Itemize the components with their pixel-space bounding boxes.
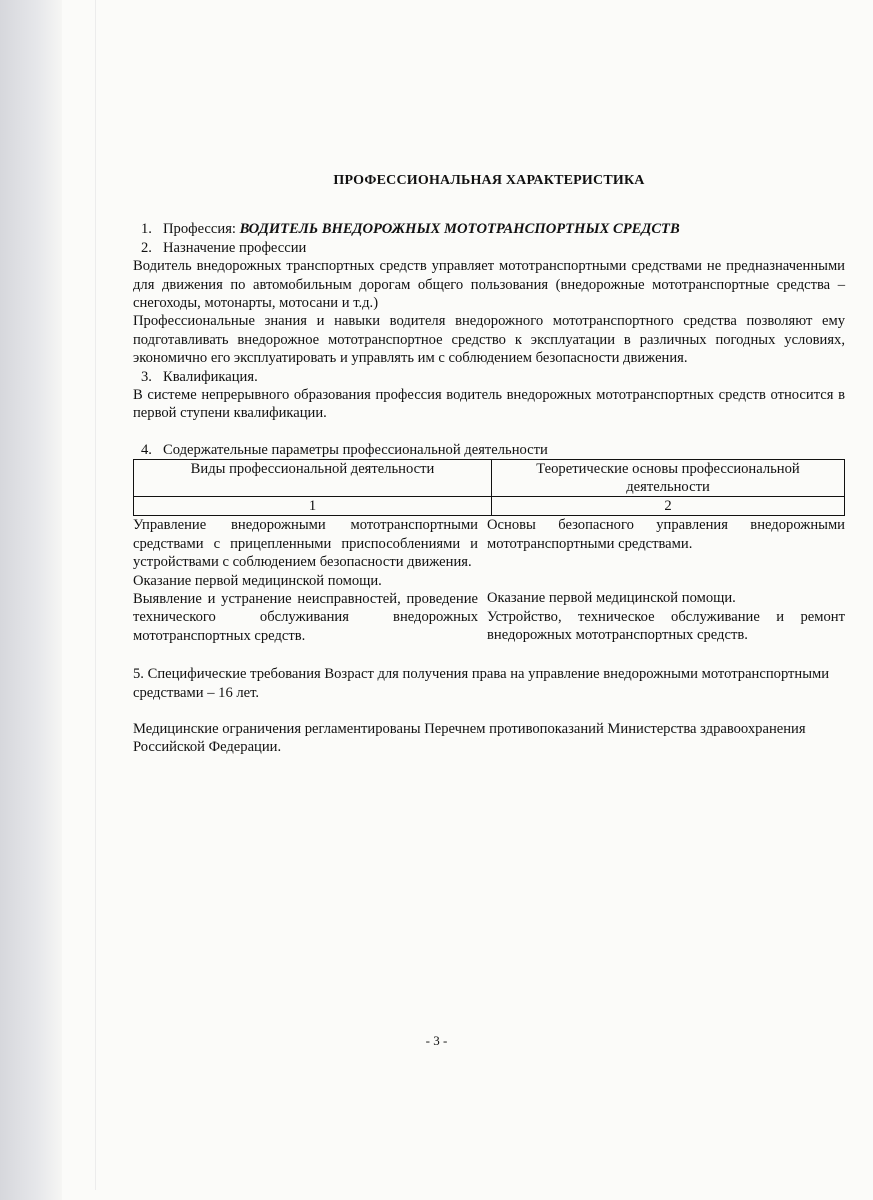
table-number-cell: 1 [134, 497, 492, 516]
purpose-heading [133, 239, 845, 257]
profession-line [133, 220, 845, 238]
purpose-paragraph-2: Профессиональные знания и навыки водителя внедорожного мототранспортного средства позволяют ему подготавливать внедорожное мототранспортное средство к эксплуатации в различных погодных условиях, экономично его эксплуатировать и управлять им с соблюдением безопасности движения. [133, 313, 845, 367]
table-number-row [134, 497, 845, 516]
parameters-columns [133, 516, 845, 645]
parameters-heading [133, 441, 845, 459]
medical-restrictions: Медицинские ограничения регламентированы Перечнем противопоказаний Министерства здравоохранения Российской Федерации. [133, 720, 806, 756]
page-number: - 3 - [425, 1033, 448, 1048]
table-number-cell: 2 [492, 497, 845, 516]
activity-item: Управление внедорожными мототранспортными средствами с прицепленными приспособлениями и устройствами с соблюдением безопасности движения. [133, 517, 478, 571]
parameters-table [133, 459, 845, 516]
theory-column [487, 516, 845, 645]
theory-item: Оказание первой медицинской помощи. [487, 590, 736, 607]
item-number: 2. [141, 239, 152, 256]
qualification-heading-text: Квалификация. [163, 368, 258, 385]
item-number: 1. [141, 221, 152, 238]
page-title: ПРОФЕССИОНАЛЬНАЯ ХАРАКТЕРИСТИКА [333, 173, 645, 188]
purpose-paragraph-1: Водитель внедорожных транспортных средств управляет мототранспортными средствами не предназначенными для движения по автомобильным дорогам общего пользования (внедорожные мототранспортные средства – снегоходы, мотонарты, мотосани и т.д.) [133, 258, 845, 312]
document-content [133, 160, 845, 757]
activity-column [133, 516, 478, 645]
profession-label: Профессия: [163, 221, 240, 238]
table-header-cell: Виды профессиональной деятельности [134, 460, 492, 497]
theory-item: Устройство, техническое обслуживание и ремонт внедорожных мототранспортных средств. [487, 608, 845, 643]
item-number: 4. [141, 441, 152, 458]
purpose-heading-text: Назначение профессии [163, 239, 307, 256]
scan-edge [0, 0, 62, 1200]
table-header-row [134, 460, 845, 497]
activity-item: Выявление и устранение неисправностей, проведение технического обслуживания внедорожных мототранспортных средств. [133, 590, 478, 644]
item-number: 3. [141, 368, 152, 385]
qualification-text: В системе непрерывного образования профессия водитель внедорожных мототранспортных средств относится в первой ступени квалификации. [133, 387, 845, 422]
specific-requirements: 5. Специфические требования Возраст для получения права на управление внедорожными мототранспортными средствами – 16 лет. [133, 666, 830, 701]
qualification-heading [133, 368, 845, 386]
profession-name: ВОДИТЕЛЬ ВНЕДОРОЖНЫХ МОТОТРАНСПОРТНЫХ СРЕДСТВ [239, 221, 680, 238]
activity-item: Оказание первой медицинской помощи. [133, 572, 382, 589]
parameters-heading-text: Содержательные параметры профессиональной деятельности [163, 441, 548, 458]
table-header-cell: Теоретические основы профессиональной деятельности [492, 460, 845, 497]
theory-item: Основы безопасного управления внедорожными мототранспортными средствами. [487, 517, 845, 552]
